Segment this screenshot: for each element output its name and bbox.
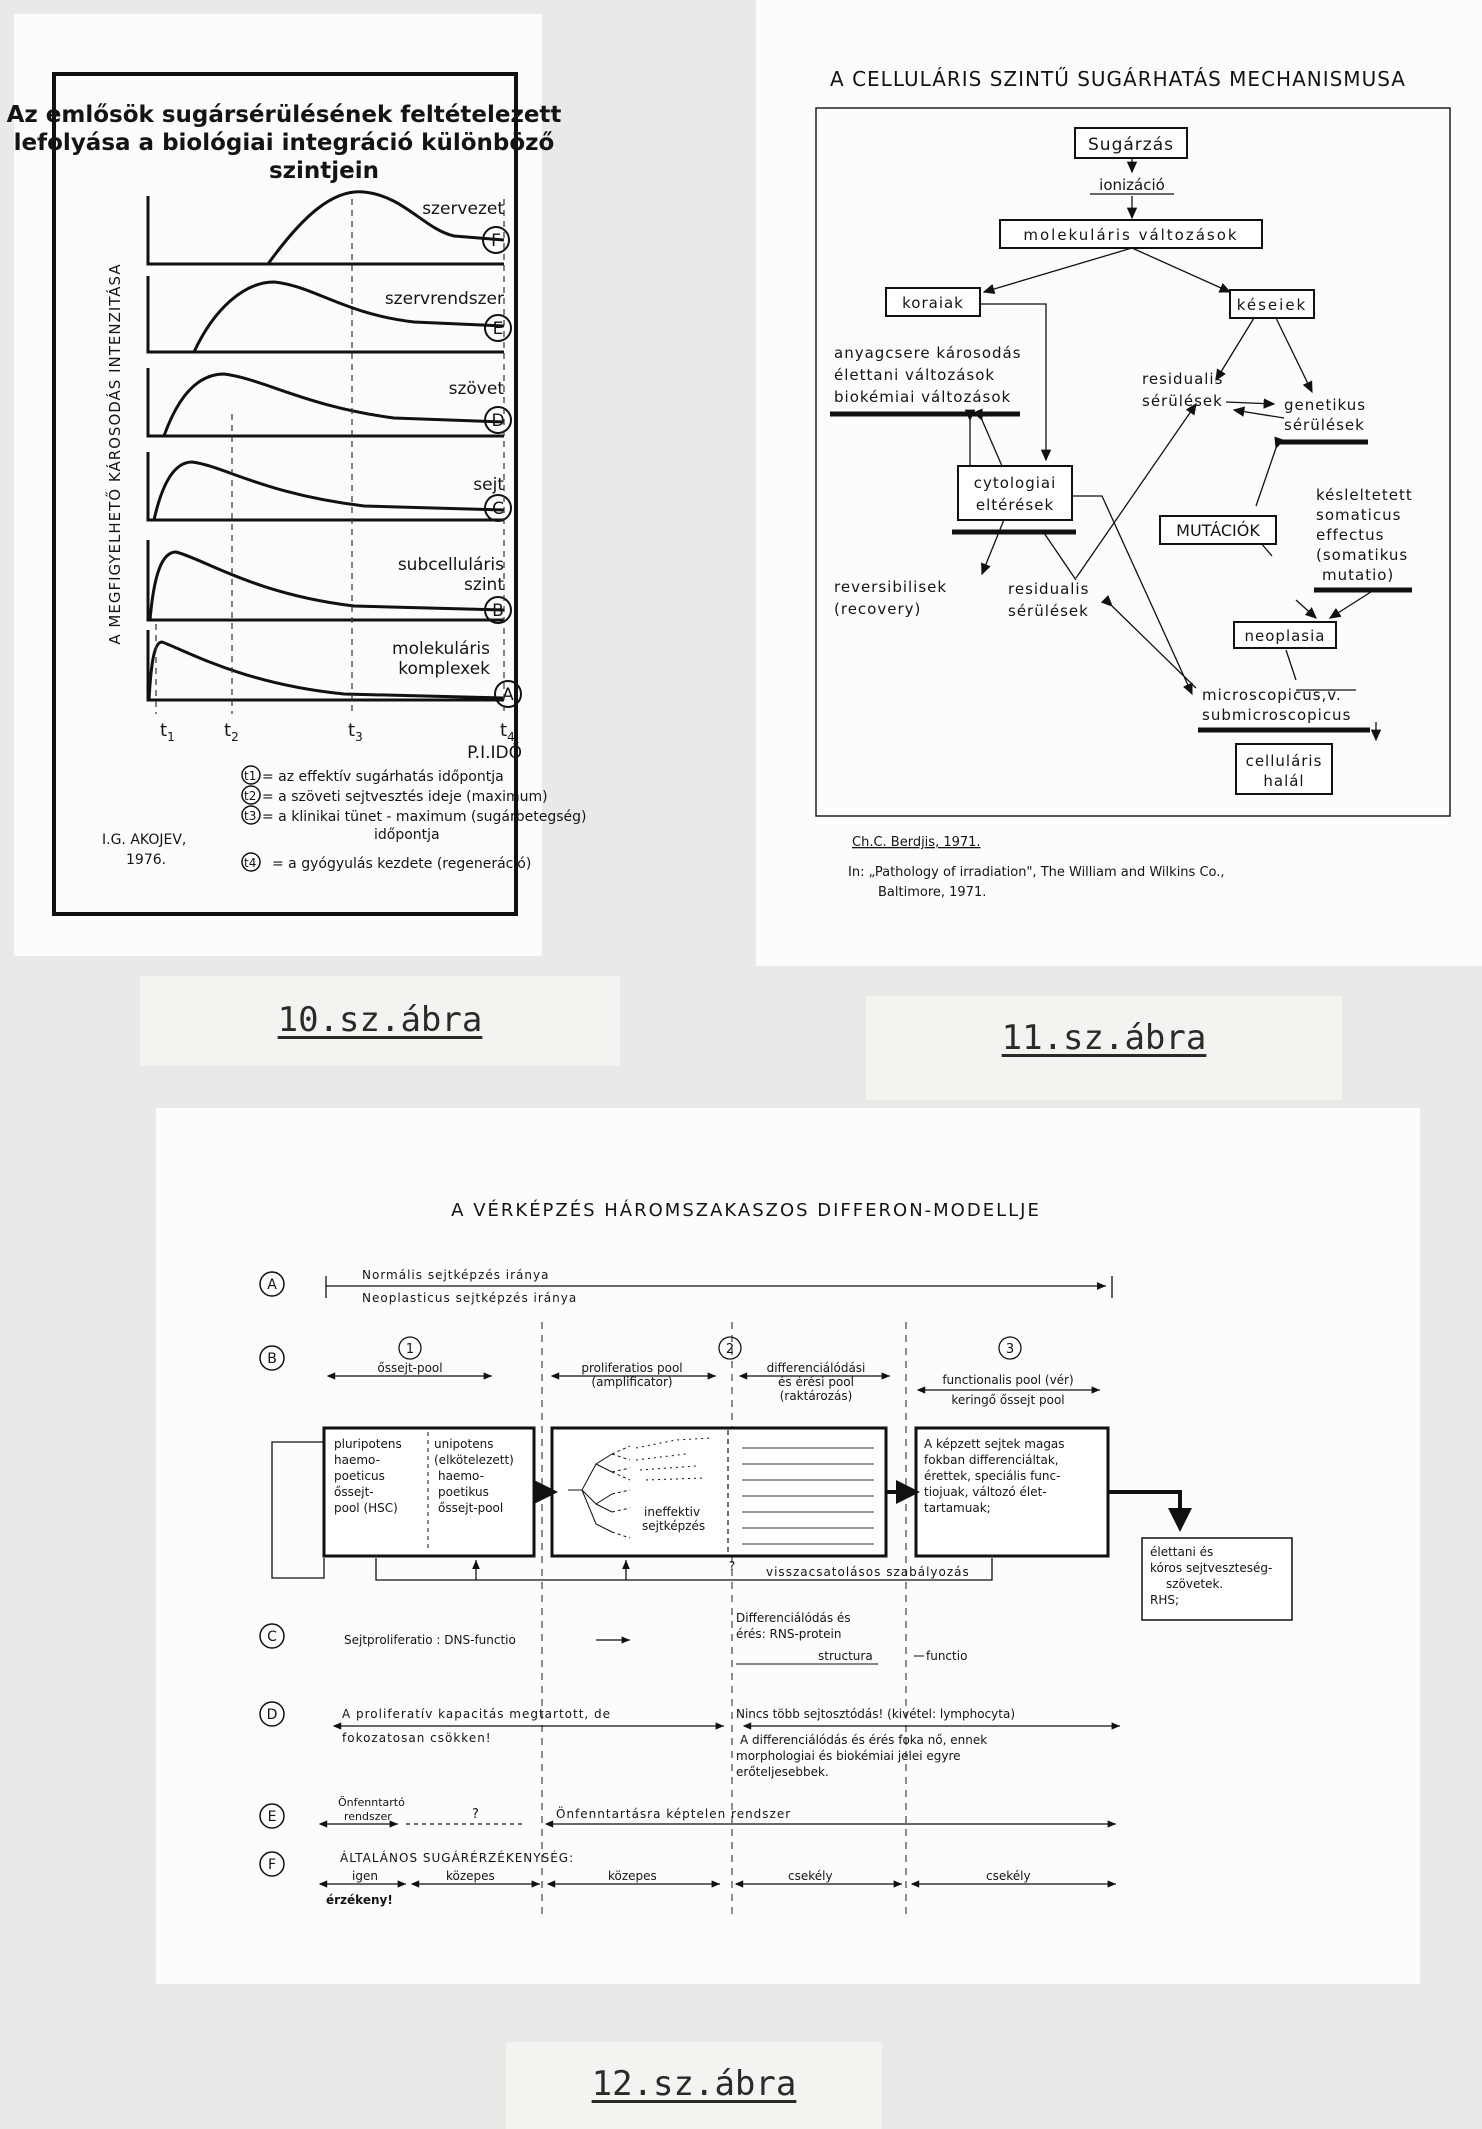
fig12-pool-differ-3: (raktározás) [779,1389,853,1403]
fig12-rowC-differ-1: Differenciálódás és [736,1611,851,1625]
fig11-cellularis-1: celluláris [1245,752,1323,770]
fig12-title: A VÉRKÉPZÉS HÁROMSZAKASZOS DIFFERON-MODELLJE [451,1200,1041,1221]
fig11-koraiak: koraiak [902,294,964,312]
fig11-anyagcsere-2: élettani változások [834,366,996,384]
svg-text:fokban differenciáltak,: fokban differenciáltak, [924,1453,1059,1467]
fig10-t1: t [160,720,168,741]
fig10-legend-t4-symbol: t4 [244,856,257,870]
fig12-pool-differ-1: differenciálódási [766,1361,866,1375]
fig12-rowC-differ-2: érés: RNS-protein [736,1627,842,1641]
fig12-box-amplification [552,1428,886,1556]
fig10-legend-t2-symbol: t2 [244,789,257,803]
svg-text:A: A [267,1277,277,1293]
fig10-legend-t3-text: = a klinikai tünet - maximum (sugárbetegség) [262,809,587,825]
fig12-rowE-3: Önfenntartásra képtelen rendszer [556,1807,792,1821]
fig10-label-B-line1: subcelluláris [397,555,504,575]
svg-text:C: C [267,1629,277,1645]
figure-12-caption: 12.sz.ábra [591,2064,797,2104]
fig10-t4: t [500,720,508,741]
fig10-legend-t2-text: = a szöveti sejtvesztés ideje (maximum) [262,789,548,805]
fig11-anyagcsere-3: biokémiai változások [834,388,1012,406]
fig10-time-axis-label: P.I.IDŐ [467,743,522,763]
fig10-label-D: szövet [448,379,504,399]
fig12-rowF-csekely-2: csekély [986,1869,1031,1883]
svg-text:3: 3 [1005,1342,1015,1357]
fig12-pool-funct-1: functionalis pool (vér) [942,1373,1074,1387]
svg-text:(elkötelezett): (elkötelezett) [434,1453,514,1467]
fig11-kesleltetett-1: késleltetett [1316,486,1413,504]
fig10-letter-D: D [491,411,505,431]
figure-10-caption: 10.sz.ábra [277,1000,483,1040]
figure-11-caption-label [866,996,1342,1100]
fig10-label-C: sejt [473,475,504,495]
fig10-curve-C [154,462,504,520]
fig10-letter-A: A [502,685,514,705]
fig12-pool-funct-2: keringő őssejt pool [951,1393,1065,1407]
fig10-time-markers [156,199,504,714]
fig12-rowC-prolif: Sejtproliferatio : DNS-functio [344,1633,516,1647]
fig10-label-F: szervezet [422,199,504,219]
fig11-residualis2-2: sérülések [1008,602,1089,620]
fig10-t2: t [224,720,232,741]
fig10-label-A-line1: molekuláris [392,639,490,659]
fig10-panel-E [148,276,511,352]
svg-text:F: F [267,1857,277,1873]
fig10-legend-t1-symbol: t1 [244,769,257,783]
svg-text:t4: $t_4$ [500,720,515,744]
fig10-legend-t3-symbol: t3 [244,809,257,823]
fig11-frame [816,108,1450,816]
fig12-rowD-1: A proliferatív kapacitás megtartott, de [342,1707,612,1721]
svg-text:poeticus: poeticus [334,1469,385,1483]
figure-12-diagram [156,1108,1420,1984]
fig10-letter-E: E [492,319,504,339]
fig11-residualis1-1: residualis [1142,370,1224,388]
svg-text:B: B [267,1351,277,1367]
fig10-panel-D [148,368,511,436]
fig12-ineffektiv-1: ineffektiv [644,1505,701,1519]
fig11-genetikus-1: genetikus [1284,396,1367,414]
fig12-rowE-1: Önfenntartó [338,1796,405,1809]
fig12-rowF-title: ÁLTALÁNOS SUGÁRÉRZÉKENYSÉG: [340,1851,575,1865]
fig10-year: 1976. [126,852,167,868]
fig10-panel-F [148,192,509,264]
fig12-rowC-functio: functio [926,1649,968,1663]
fig11-genetikus-2: sérülések [1284,416,1365,434]
fig12-rowA-neoplastic: Neoplasticus sejtképzés iránya [362,1291,578,1305]
fig12-rowF-kozepes-1: közepes [446,1869,495,1883]
fig12-rowA-normal: Normális sejtképzés iránya [362,1268,550,1282]
fig11-anyagcsere-1: anyagcsere károsodás [834,344,1022,362]
svg-text:kóros sejtveszteség-: kóros sejtveszteség- [1150,1561,1273,1575]
figure-11-caption: 11.sz.ábra [1001,1018,1207,1058]
fig12-rowE-2: rendszer [344,1810,392,1823]
fig10-legend-t1-text: = az effektív sugárhatás időpontja [262,769,504,785]
svg-text:t3: $t_3$ [348,720,363,744]
fig12-ineffektiv-2: sejtképzés [642,1519,706,1533]
figure-12-card [156,1108,1420,1984]
fig10-time-ticks [160,720,515,744]
fig10-label-E: szervrendszer [384,289,504,309]
fig10-author: I.G. AKOJEV, [102,832,187,848]
fig12-rowD-3: Nincs több sejtosztódás! (kivétel: lymphocyta) [736,1707,1015,1721]
fig12-stage-dividers [542,1322,906,1918]
fig11-source-author: Ch.C. Berdjis, 1971. [852,835,981,850]
fig10-panel-A [148,630,521,707]
figure-10-card [6,14,587,956]
svg-text:unipotens: unipotens [434,1437,494,1451]
figure-11-diagram [756,0,1482,966]
svg-text:poetikus: poetikus [438,1485,489,1499]
fig11-title: A CELLULÁRIS SZINTŰ SUGÁRHATÁS MECHANISMUSA [830,67,1406,91]
svg-text:haemo-: haemo- [438,1469,484,1483]
fig10-panel-C [148,452,511,521]
fig11-reversibilisek-1: reversibilisek [834,578,948,596]
fig12-rowD-2: fokozatosan csökken! [342,1731,492,1745]
fig12-question: ? [728,1559,736,1573]
fig11-kesleltetett-2: somaticus [1316,506,1402,524]
fig10-title-line2: lefolyása a biológiai integráció különböző [13,130,555,156]
fig11-sugarzas: Sugárzás [1088,135,1174,155]
svg-text:tiojuak, változó élet-: tiojuak, változó élet- [924,1485,1047,1499]
fig11-microscopicus-2: submicroscopicus [1202,706,1352,724]
svg-text:haemo-: haemo- [334,1453,380,1467]
svg-text:t2: $t_2$ [224,720,239,744]
fig10-panel-B [148,540,511,623]
fig11-molekularis: molekuláris változások [1023,226,1239,244]
fig10-label-B-line2: szint [464,575,504,595]
fig10-t3: t [348,720,356,741]
fig10-letter-B: B [492,601,504,621]
fig11-microscopicus-1: microscopicus,v. [1202,686,1342,704]
fig12-pool-ossejt: őssejt-pool [377,1361,443,1375]
svg-text:RHS;: RHS; [1150,1593,1180,1607]
fig12-pool-prolif-2: (amplificator) [591,1375,673,1389]
fig10-title-line1: Az emlősök sugársérülésének feltételezett [6,102,562,128]
svg-text:őssejt-: őssejt- [334,1485,374,1499]
fig12-rowF-erzekeny: érzékeny! [326,1893,393,1907]
fig11-source-place: Baltimore, 1971. [878,885,987,900]
fig12-rowD-4: A differenciálódás és érés foka nő, ennek [740,1733,988,1747]
fig12-rowD-6: erőteljesebbek. [736,1765,829,1779]
fig11-source-book: In: „Pathology of irradiation", The William and Wilkins Co., [848,865,1225,880]
fig11-kesleltetett-5: mutatio) [1322,566,1395,584]
svg-text:A képzett sejtek magas: A képzett sejtek magas [924,1437,1065,1451]
fig12-rowF-kozepes-2: közepes [608,1869,657,1883]
fig11-reversibilisek-2: (recovery) [834,600,922,618]
svg-text:pluripotens: pluripotens [334,1437,402,1451]
fig11-ionizacio: ionizáció [1099,176,1165,194]
fig10-legend-t3-cont: időpontja [374,827,440,843]
fig12-feedback-label: visszacsatolásos szabályozás [766,1565,970,1579]
fig11-cellularis-2: halál [1263,772,1305,790]
svg-text:1: 1 [405,1342,415,1357]
fig10-letter-C: C [492,499,504,519]
svg-text:2: 2 [725,1342,735,1357]
fig12-rowC-structura: structura [818,1649,873,1663]
fig10-title-line3: szintjein [268,158,380,184]
fig11-mutaciok: MUTÁCIÓK [1176,521,1260,540]
fig10-legend-t4-text: = a gyógyulás kezdete (regeneráció) [272,856,532,872]
fig11-residualis1-2: sérülések [1142,392,1223,410]
fig11-cytologiai-1: cytologiai [973,474,1057,492]
fig11-neoplasia: neoplasia [1244,627,1326,645]
svg-text:t1: $t_1$ [160,720,175,744]
figure-10-caption-label [140,976,620,1066]
fig10-legend [242,766,587,872]
fig11-keseiek: késeiek [1236,296,1308,314]
figure-10-diagram [6,14,587,956]
fig10-label-A-line2: komplexek [398,659,490,679]
svg-text:pool (HSC): pool (HSC) [334,1501,398,1515]
figure-11-card [756,0,1482,966]
svg-text:D: D [266,1707,278,1723]
fig10-letter-F: F [491,231,501,251]
fig11-cytologiai-2: eltérések [975,496,1055,514]
svg-text:E: E [267,1809,277,1825]
fig12-rowF-igen: igen [352,1869,378,1883]
svg-text:élettani és: élettani és [1150,1545,1214,1559]
fig12-rowF-csekely-1: csekély [788,1869,833,1883]
fig12-pool-prolif-1: proliferatios pool [581,1361,683,1375]
svg-text:tartamuak;: tartamuak; [924,1501,991,1515]
figure-12-caption-label [506,2042,882,2129]
fig12-pool-differ-2: és érési pool [778,1375,854,1389]
fig12-rowE-question: ? [472,1807,479,1822]
fig11-residualis2-1: residualis [1008,580,1090,598]
fig10-y-axis-label: A MEGFIGYELHETŐ KÁROSODÁS INTENZITÁSA [106,263,124,645]
fig11-kesleltetett-3: effectus [1316,526,1385,544]
svg-text:érettek, speciális func-: érettek, speciális func- [924,1469,1061,1483]
fig11-kesleltetett-4: (somatikus [1316,546,1409,564]
svg-text:őssejt-pool: őssejt-pool [438,1501,504,1515]
svg-text:szövetek.: szövetek. [1166,1577,1224,1591]
fig12-stage-numbers [399,1337,1021,1359]
fig12-rowD-5: morphologiai és biokémiai jelei egyre [736,1749,961,1763]
